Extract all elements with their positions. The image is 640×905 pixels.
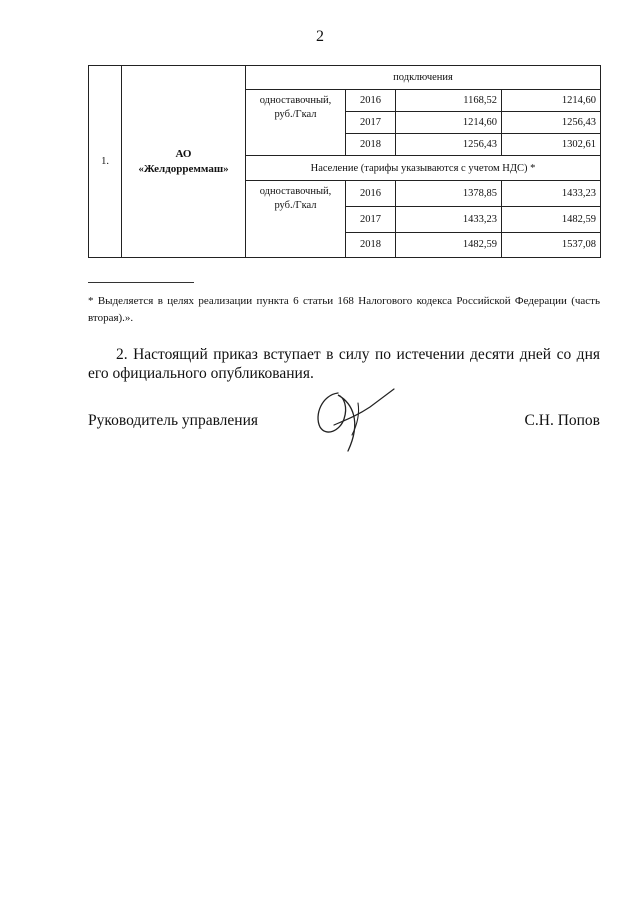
footnote: * Выделяется в целях реализации пункта 6 статьи 168 Налогового кодекса Российской Федерации (часть вторая).». — [88, 295, 600, 324]
tariff-type-line-2: руб./Гкал — [274, 199, 317, 211]
value-second-half: 1537,08 — [502, 232, 601, 257]
tariff-type-line-1: одноставочный, — [259, 95, 332, 107]
year-cell: 2017 — [346, 206, 396, 232]
value-second-half: 1214,60 — [502, 90, 601, 112]
year-cell: 2018 — [346, 134, 396, 156]
organization-name — [122, 66, 246, 258]
year-cell: 2016 — [346, 90, 396, 112]
row-number: 1. — [89, 66, 122, 258]
value-first-half: 1168,52 — [396, 90, 502, 112]
tariff-type — [246, 90, 346, 156]
org-line-1: АО — [175, 147, 192, 160]
signer-title: Руководитель управления — [88, 412, 259, 429]
table-row — [89, 66, 601, 90]
value-second-half: 1256,43 — [502, 112, 601, 134]
order-paragraph: 2. Настоящий приказ вступает в силу по истечении десяти дней со дня его официального опубликования. — [88, 346, 600, 382]
value-first-half: 1482,59 — [396, 232, 502, 257]
org-line-2: «Желдорреммаш» — [138, 162, 229, 175]
year-cell: 2016 — [346, 180, 396, 206]
value-second-half: 1302,61 — [502, 134, 601, 156]
value-second-half: 1482,59 — [502, 206, 601, 232]
value-second-half: 1433,23 — [502, 180, 601, 206]
value-first-half: 1214,60 — [396, 112, 502, 134]
page-number: 2 — [316, 28, 324, 45]
tariff-table — [88, 65, 601, 258]
year-cell: 2018 — [346, 232, 396, 257]
value-first-half: 1433,23 — [396, 206, 502, 232]
value-first-half: 1378,85 — [396, 180, 502, 206]
footnote-divider — [88, 282, 194, 283]
tariff-type-line-2: руб./Гкал — [274, 109, 317, 121]
tariff-type-line-1: одноставочный, — [259, 185, 332, 197]
year-cell: 2017 — [346, 112, 396, 134]
signature-image — [308, 385, 408, 455]
section-title-population: Население (тарифы указываются с учетом НДС) * — [246, 156, 601, 180]
section-title-connection: подключения — [246, 66, 601, 90]
tariff-type — [246, 180, 346, 257]
signer-name: С.Н. Попов — [524, 412, 600, 429]
value-first-half: 1256,43 — [396, 134, 502, 156]
